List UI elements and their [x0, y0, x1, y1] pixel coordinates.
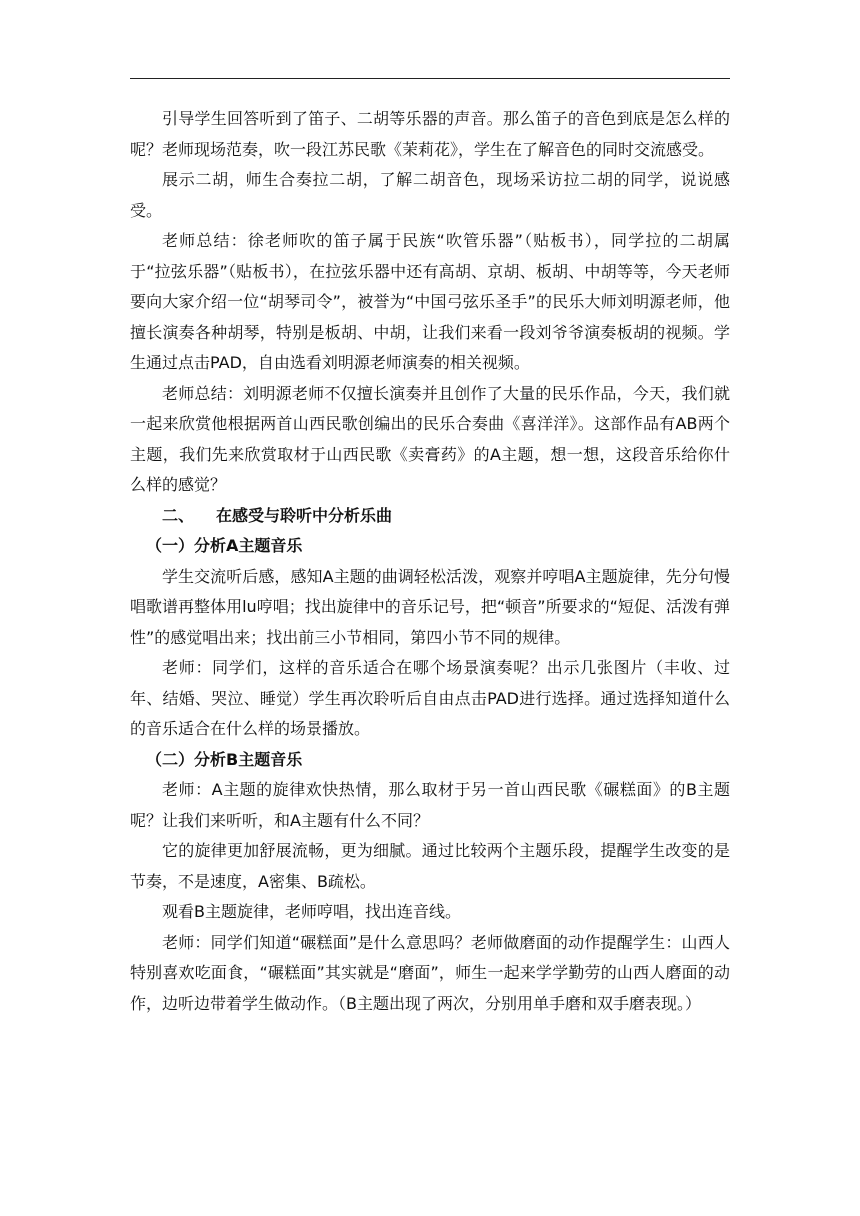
paragraph: 引导学生回答听到了笛子、二胡等乐器的声音。那么笛子的音色到底是怎么样的呢？老师现场范奏，吹一段江苏民歌《茉莉花》，学生在了解音色的同时交流感受。 [130, 109, 730, 159]
document-body [130, 104, 730, 1019]
paragraph: 老师总结：刘明源老师不仅擅长演奏并且创作了大量的民乐作品，今天，我们就一起来欣赏他根据两首山西民歌创编出的民乐合奏曲《喜洋洋》。这部作品有AB两个主题，我们先来欣赏取材于山西民歌《卖膏药》的A主题，想一想，这段音乐给你什么样的感觉？ [130, 383, 730, 494]
paragraph: 老师总结：徐老师吹的笛子属于民族“吹管乐器”（贴板书），同学拉的二胡属于“拉弦乐器”（贴板书），在拉弦乐器中还有高胡、京胡、板胡、中胡等等，今天老师要向大家介绍一位“胡琴司令”，被誉为“中国弓弦乐圣手”的民乐大师刘明源老师，他擅长演奏各种胡琴，特别是板胡、中胡，让我们来看一段刘爷爷演奏板胡的视频。学生通过点击PAD，自由选看刘明源老师演奏的相关视频。 [130, 231, 730, 372]
section-title: 在感受与聆听中分析乐曲 [216, 505, 393, 525]
subheading-a: （一）分析A主题音乐 [146, 536, 303, 555]
section-number: 二、 [162, 505, 195, 525]
paragraph: 学生交流听后感，感知A主题的曲调轻松活泼，观察并哼唱A主题旋律，先分句慢唱歌谱再整体用lu哼唱；找出旋律中的音乐记号，把“顿音”所要求的“短促、活泼有弹性”的感觉唱出来；找出前三小节相同，第四小节不同的规律。 [130, 566, 730, 647]
paragraph: 老师：同学们知道“碾糕面”是什么意思吗？老师做磨面的动作提醒学生：山西人特别喜欢吃面食，“碾糕面”其实就是“磨面”，师生一起来学学勤劳的山西人磨面的动作，边听边带着学生做动作。（B主题出现了两次，分别用单手磨和双手磨表现。） [130, 932, 730, 1013]
header-rule [130, 78, 730, 79]
subheading-b: （二）分析B主题音乐 [146, 749, 303, 769]
paragraph: 它的旋律更加舒展流畅，更为细腻。通过比较两个主题乐段，提醒学生改变的是节奏，不是速度，A密集、B疏松。 [130, 841, 730, 891]
paragraph: 老师：同学们，这样的音乐适合在哪个场景演奏呢？出示几张图片（丰收、过年、结婚、哭泣、睡觉）学生再次聆听后自由点击PAD进行选择。通过选择知道什么的音乐适合在什么样的场景播放。 [130, 658, 730, 738]
section-heading [130, 501, 730, 532]
paragraph: 观看B主题旋律，老师哼唱，找出连音线。 [162, 902, 461, 921]
paragraph: 展示二胡，师生合奏拉二胡，了解二胡音色，现场采访拉二胡的同学，说说感受。 [130, 170, 730, 220]
paragraph: 老师：A主题的旋律欢快热情，那么取材于另一首山西民歌《碾糕面》的B主题呢？让我们来听听，和A主题有什么不同？ [130, 780, 730, 830]
